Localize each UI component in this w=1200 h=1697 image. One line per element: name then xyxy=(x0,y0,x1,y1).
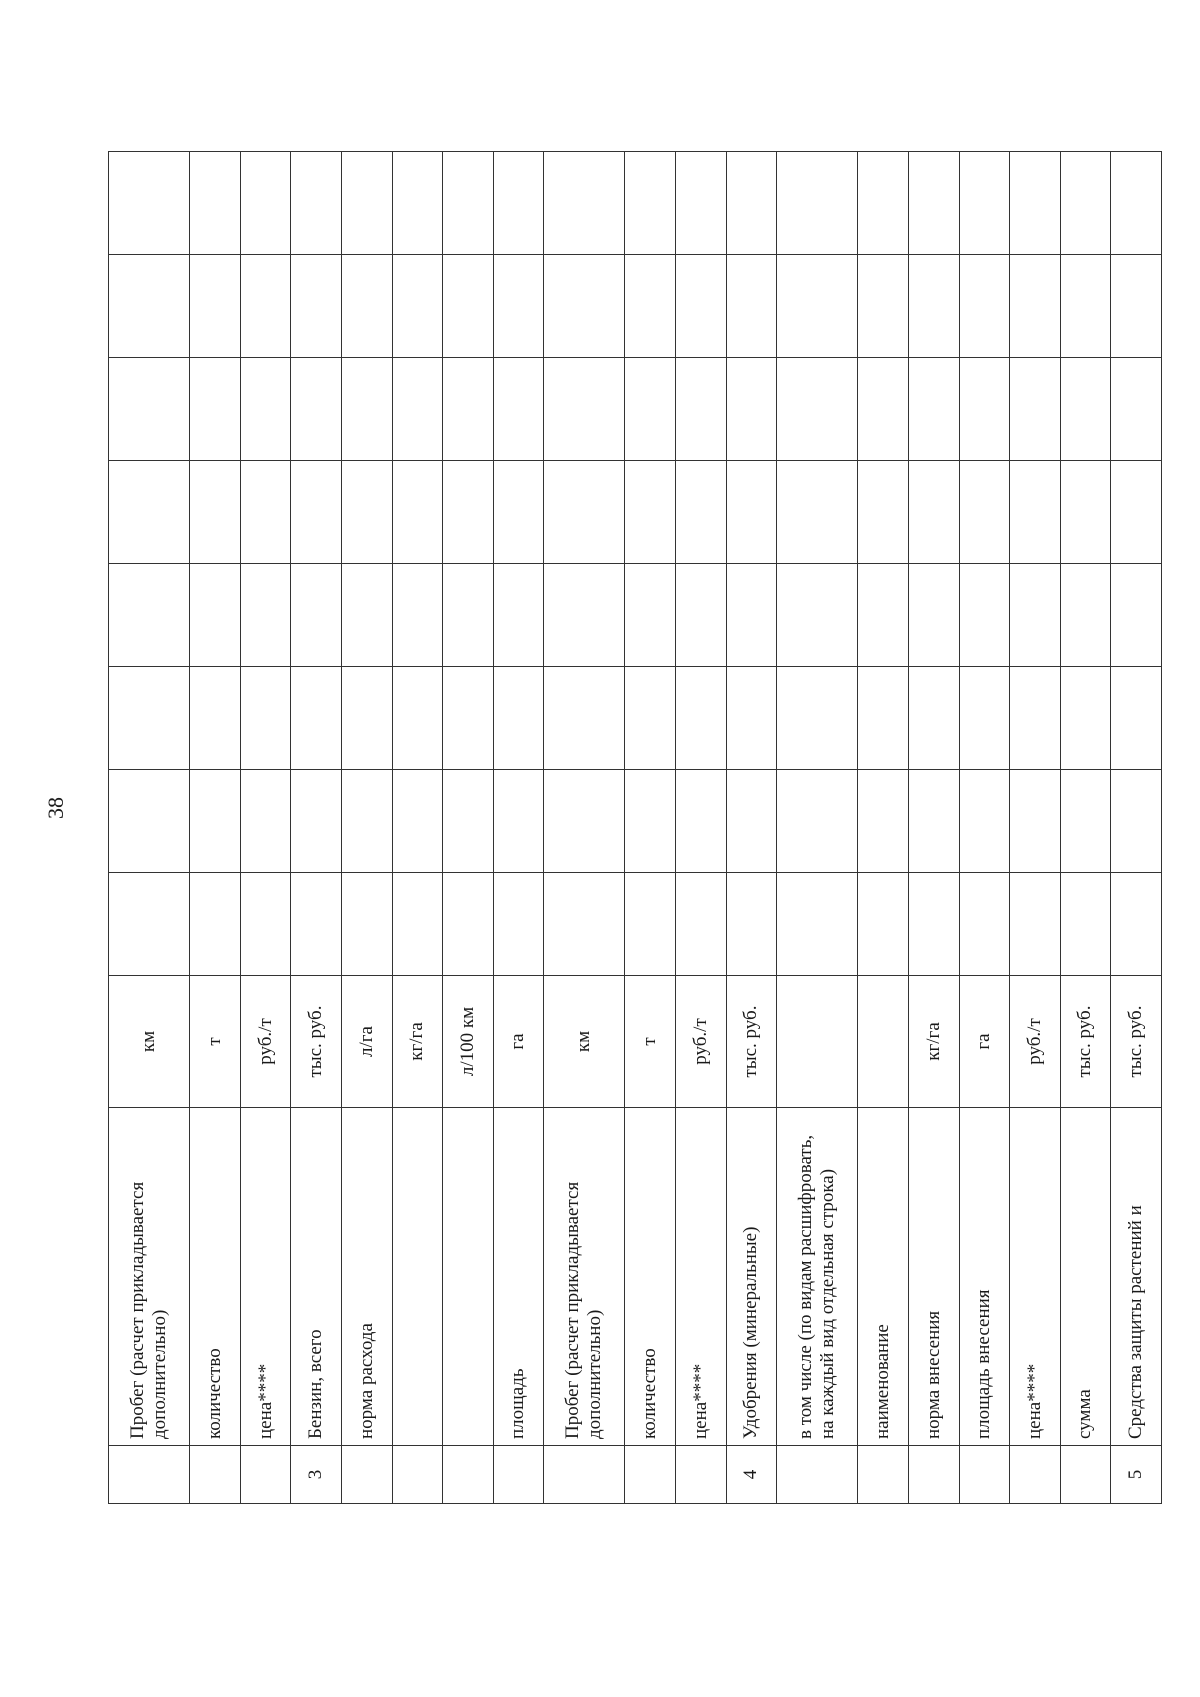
row-number xyxy=(909,1446,960,1504)
value-cell[interactable] xyxy=(959,770,1010,873)
value-cell[interactable] xyxy=(341,564,392,667)
value-cell[interactable] xyxy=(493,152,544,255)
value-cell[interactable] xyxy=(392,564,443,667)
value-cell[interactable] xyxy=(443,770,494,873)
value-cell[interactable] xyxy=(1010,255,1061,358)
value-cell[interactable] xyxy=(726,255,777,358)
value-cell[interactable] xyxy=(240,358,291,461)
value-cell[interactable] xyxy=(392,461,443,564)
value-cell[interactable] xyxy=(190,873,241,976)
value-cell[interactable] xyxy=(959,461,1010,564)
row-unit: тыс. руб. xyxy=(1111,976,1162,1108)
row-number xyxy=(443,1446,494,1504)
value-cell[interactable] xyxy=(777,667,858,770)
row-unit: тыс. руб. xyxy=(291,976,342,1108)
row-number xyxy=(625,1446,676,1504)
value-cell[interactable] xyxy=(190,255,241,358)
value-cell[interactable] xyxy=(909,564,960,667)
value-cell[interactable] xyxy=(392,873,443,976)
row-name: площадь внесения xyxy=(959,1108,1010,1446)
value-cell[interactable] xyxy=(625,564,676,667)
value-cell[interactable] xyxy=(109,873,190,976)
value-cell[interactable] xyxy=(109,667,190,770)
value-cell[interactable] xyxy=(544,667,625,770)
value-cell[interactable] xyxy=(676,255,727,358)
value-cell[interactable] xyxy=(676,667,727,770)
value-cell[interactable] xyxy=(726,667,777,770)
row-number xyxy=(493,1446,544,1504)
value-cell[interactable] xyxy=(1010,461,1061,564)
value-cell[interactable] xyxy=(493,564,544,667)
value-cell[interactable] xyxy=(341,873,392,976)
table-row xyxy=(240,152,291,1504)
table-row xyxy=(777,152,858,1504)
value-cell[interactable] xyxy=(909,461,960,564)
row-name: наименование xyxy=(858,1108,909,1446)
row-name xyxy=(443,1108,494,1446)
row-name xyxy=(392,1108,443,1446)
value-cell[interactable] xyxy=(109,770,190,873)
value-cell[interactable] xyxy=(291,255,342,358)
row-number: 5 xyxy=(1111,1446,1162,1504)
table-row xyxy=(1111,152,1162,1504)
value-cell[interactable] xyxy=(109,152,190,255)
table-row xyxy=(443,152,494,1504)
table-row xyxy=(909,152,960,1504)
row-number xyxy=(1060,1446,1111,1504)
value-cell[interactable] xyxy=(109,255,190,358)
value-cell[interactable] xyxy=(676,152,727,255)
value-cell[interactable] xyxy=(676,358,727,461)
row-name: количество xyxy=(625,1108,676,1446)
row-number xyxy=(190,1446,241,1504)
value-cell[interactable] xyxy=(493,461,544,564)
value-cell[interactable] xyxy=(443,564,494,667)
table-row xyxy=(291,152,342,1504)
value-cell[interactable] xyxy=(544,564,625,667)
value-cell[interactable] xyxy=(1111,873,1162,976)
table-row xyxy=(190,152,241,1504)
value-cell[interactable] xyxy=(190,152,241,255)
value-cell[interactable] xyxy=(392,667,443,770)
value-cell[interactable] xyxy=(109,461,190,564)
value-cell[interactable] xyxy=(1111,564,1162,667)
row-unit: тыс. руб. xyxy=(1060,976,1111,1108)
value-cell[interactable] xyxy=(443,255,494,358)
table-row xyxy=(341,152,392,1504)
value-cell[interactable] xyxy=(858,770,909,873)
table-row xyxy=(726,152,777,1504)
value-cell[interactable] xyxy=(392,152,443,255)
value-cell[interactable] xyxy=(544,152,625,255)
value-cell[interactable] xyxy=(1060,358,1111,461)
value-cell[interactable] xyxy=(291,564,342,667)
value-cell[interactable] xyxy=(726,564,777,667)
value-cell[interactable] xyxy=(544,358,625,461)
table-row xyxy=(392,152,443,1504)
table-row xyxy=(676,152,727,1504)
row-unit: тыс. руб. xyxy=(726,976,777,1108)
value-cell[interactable] xyxy=(443,358,494,461)
value-cell[interactable] xyxy=(726,770,777,873)
value-cell[interactable] xyxy=(291,358,342,461)
value-cell[interactable] xyxy=(544,873,625,976)
row-name: Удобрения (минеральные) xyxy=(726,1108,777,1446)
value-cell[interactable] xyxy=(676,873,727,976)
table-row xyxy=(1010,152,1061,1504)
row-name: в том числе (по видам расшифровать, на каждый вид отдельная строка) xyxy=(777,1108,858,1446)
value-cell[interactable] xyxy=(240,667,291,770)
table-row xyxy=(1060,152,1111,1504)
value-cell[interactable] xyxy=(1111,461,1162,564)
row-name: норма внесения xyxy=(909,1108,960,1446)
row-unit: км xyxy=(109,976,190,1108)
value-cell[interactable] xyxy=(443,152,494,255)
rotated-table-container xyxy=(108,152,1162,1504)
value-cell[interactable] xyxy=(341,358,392,461)
value-cell[interactable] xyxy=(392,770,443,873)
value-cell[interactable] xyxy=(1010,873,1061,976)
row-name: Бензин, всего xyxy=(291,1108,342,1446)
value-cell[interactable] xyxy=(443,461,494,564)
value-cell[interactable] xyxy=(240,564,291,667)
value-cell[interactable] xyxy=(392,255,443,358)
value-cell[interactable] xyxy=(1060,873,1111,976)
row-number xyxy=(959,1446,1010,1504)
value-cell[interactable] xyxy=(443,667,494,770)
value-cell[interactable] xyxy=(1010,152,1061,255)
value-cell[interactable] xyxy=(493,255,544,358)
value-cell[interactable] xyxy=(777,564,858,667)
value-cell[interactable] xyxy=(544,770,625,873)
value-cell[interactable] xyxy=(190,667,241,770)
row-number xyxy=(777,1446,858,1504)
row-number xyxy=(341,1446,392,1504)
value-cell[interactable] xyxy=(109,358,190,461)
value-cell[interactable] xyxy=(959,873,1010,976)
value-cell[interactable] xyxy=(1010,358,1061,461)
page-number: 38 xyxy=(43,797,68,819)
value-cell[interactable] xyxy=(291,152,342,255)
value-cell[interactable] xyxy=(777,461,858,564)
row-unit: л/га xyxy=(341,976,392,1108)
value-cell[interactable] xyxy=(240,770,291,873)
row-number xyxy=(858,1446,909,1504)
value-cell[interactable] xyxy=(341,461,392,564)
row-number xyxy=(1010,1446,1061,1504)
value-cell[interactable] xyxy=(858,873,909,976)
value-cell[interactable] xyxy=(726,358,777,461)
value-cell[interactable] xyxy=(291,461,342,564)
table-row xyxy=(544,152,625,1504)
value-cell[interactable] xyxy=(858,358,909,461)
row-unit: т xyxy=(625,976,676,1108)
value-cell[interactable] xyxy=(109,564,190,667)
value-cell[interactable] xyxy=(240,152,291,255)
value-cell[interactable] xyxy=(1060,564,1111,667)
value-cell[interactable] xyxy=(777,770,858,873)
row-name: норма расхода xyxy=(341,1108,392,1446)
value-cell[interactable] xyxy=(858,152,909,255)
row-name: Пробег (расчет прикладывается дополнительно) xyxy=(109,1108,190,1446)
value-cell[interactable] xyxy=(341,152,392,255)
row-unit: л/100 км xyxy=(443,976,494,1108)
value-cell[interactable] xyxy=(777,873,858,976)
table-row xyxy=(493,152,544,1504)
row-unit xyxy=(858,976,909,1108)
value-cell[interactable] xyxy=(909,667,960,770)
row-unit: руб./т xyxy=(240,976,291,1108)
value-cell[interactable] xyxy=(909,358,960,461)
value-cell[interactable] xyxy=(676,564,727,667)
row-unit: кг/га xyxy=(909,976,960,1108)
value-cell[interactable] xyxy=(777,255,858,358)
value-cell[interactable] xyxy=(1010,770,1061,873)
value-cell[interactable] xyxy=(190,770,241,873)
table-body xyxy=(109,152,1162,1504)
value-cell[interactable] xyxy=(1060,255,1111,358)
value-cell[interactable] xyxy=(240,255,291,358)
row-unit: руб./т xyxy=(676,976,727,1108)
row-name: количество xyxy=(190,1108,241,1446)
value-cell[interactable] xyxy=(959,358,1010,461)
table-row xyxy=(625,152,676,1504)
value-cell[interactable] xyxy=(1010,564,1061,667)
value-cell[interactable] xyxy=(493,667,544,770)
value-cell[interactable] xyxy=(190,461,241,564)
row-name: цена**** xyxy=(1010,1108,1061,1446)
value-cell[interactable] xyxy=(909,152,960,255)
row-name: площадь xyxy=(493,1108,544,1446)
value-cell[interactable] xyxy=(1111,770,1162,873)
value-cell[interactable] xyxy=(291,667,342,770)
row-number: 3 xyxy=(291,1446,342,1504)
row-unit: га xyxy=(493,976,544,1108)
row-name: цена**** xyxy=(240,1108,291,1446)
value-cell[interactable] xyxy=(1010,667,1061,770)
table-row xyxy=(858,152,909,1504)
value-cell[interactable] xyxy=(858,564,909,667)
value-cell[interactable] xyxy=(1111,358,1162,461)
row-unit: км xyxy=(544,976,625,1108)
value-cell[interactable] xyxy=(858,255,909,358)
value-cell[interactable] xyxy=(625,667,676,770)
row-unit xyxy=(777,976,858,1108)
row-number xyxy=(109,1446,190,1504)
value-cell[interactable] xyxy=(1060,667,1111,770)
row-unit: кг/га xyxy=(392,976,443,1108)
value-cell[interactable] xyxy=(625,255,676,358)
table-row xyxy=(959,152,1010,1504)
value-cell[interactable] xyxy=(858,461,909,564)
value-cell[interactable] xyxy=(625,873,676,976)
value-cell[interactable] xyxy=(625,152,676,255)
row-name: Пробег (расчет прикладывается дополнительно) xyxy=(544,1108,625,1446)
value-cell[interactable] xyxy=(341,667,392,770)
value-cell[interactable] xyxy=(625,461,676,564)
value-cell[interactable] xyxy=(392,358,443,461)
value-cell[interactable] xyxy=(544,255,625,358)
value-cell[interactable] xyxy=(909,770,960,873)
value-cell[interactable] xyxy=(443,873,494,976)
row-name: Средства защиты растений и xyxy=(1111,1108,1162,1446)
value-cell[interactable] xyxy=(291,873,342,976)
row-number xyxy=(240,1446,291,1504)
value-cell[interactable] xyxy=(493,358,544,461)
value-cell[interactable] xyxy=(676,770,727,873)
row-number: 4 xyxy=(726,1446,777,1504)
value-cell[interactable] xyxy=(726,873,777,976)
row-number xyxy=(676,1446,727,1504)
value-cell[interactable] xyxy=(190,564,241,667)
value-cell[interactable] xyxy=(341,770,392,873)
value-cell[interactable] xyxy=(1111,255,1162,358)
row-unit: га xyxy=(959,976,1010,1108)
value-cell[interactable] xyxy=(777,358,858,461)
row-name: цена**** xyxy=(676,1108,727,1446)
value-cell[interactable] xyxy=(1060,461,1111,564)
value-cell[interactable] xyxy=(1111,152,1162,255)
value-cell[interactable] xyxy=(959,564,1010,667)
value-cell[interactable] xyxy=(1060,152,1111,255)
value-cell[interactable] xyxy=(291,770,342,873)
row-number xyxy=(544,1446,625,1504)
value-cell[interactable] xyxy=(959,152,1010,255)
value-cell[interactable] xyxy=(493,770,544,873)
value-cell[interactable] xyxy=(909,255,960,358)
value-cell[interactable] xyxy=(493,873,544,976)
value-cell[interactable] xyxy=(959,255,1010,358)
cost-table xyxy=(108,151,1162,1504)
value-cell[interactable] xyxy=(240,461,291,564)
value-cell[interactable] xyxy=(959,667,1010,770)
value-cell[interactable] xyxy=(625,770,676,873)
value-cell[interactable] xyxy=(190,358,241,461)
value-cell[interactable] xyxy=(726,461,777,564)
value-cell[interactable] xyxy=(909,873,960,976)
value-cell[interactable] xyxy=(726,152,777,255)
value-cell[interactable] xyxy=(341,255,392,358)
row-number xyxy=(392,1446,443,1504)
row-unit: руб./т xyxy=(1010,976,1061,1108)
value-cell[interactable] xyxy=(858,667,909,770)
value-cell[interactable] xyxy=(240,873,291,976)
value-cell[interactable] xyxy=(777,152,858,255)
value-cell[interactable] xyxy=(544,461,625,564)
value-cell[interactable] xyxy=(1060,770,1111,873)
row-unit: т xyxy=(190,976,241,1108)
value-cell[interactable] xyxy=(676,461,727,564)
row-name: сумма xyxy=(1060,1108,1111,1446)
table-row xyxy=(109,152,190,1504)
value-cell[interactable] xyxy=(625,358,676,461)
value-cell[interactable] xyxy=(1111,667,1162,770)
